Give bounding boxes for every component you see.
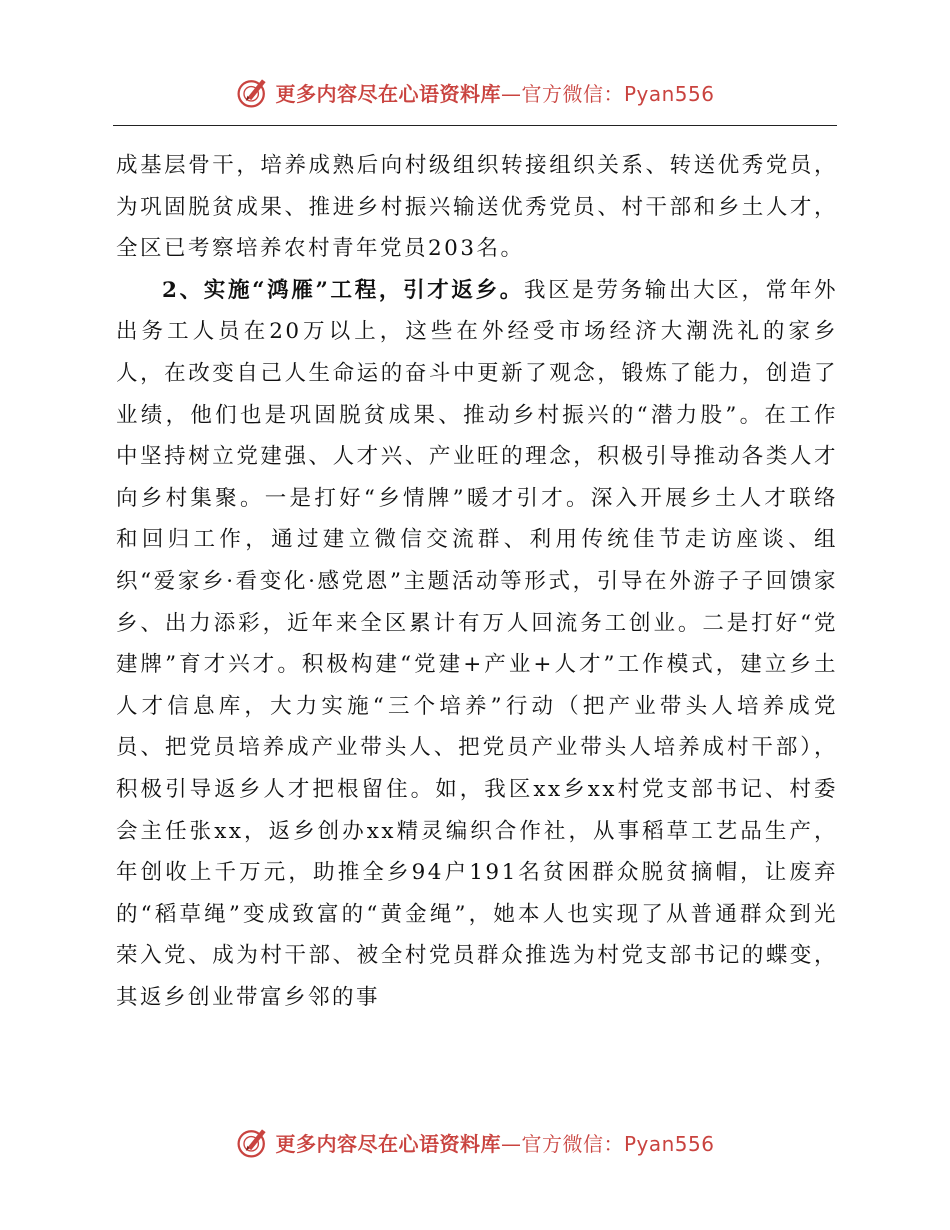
watermark-separator: — xyxy=(500,81,522,106)
watermark-text xyxy=(275,78,714,107)
watermark-title: 更多内容尽在心语资料库 xyxy=(275,81,501,106)
watermark-title: 更多内容尽在心语资料库 xyxy=(275,1131,501,1156)
section-heading: 2、实施“鸿雁”工程，引才返乡。 xyxy=(162,277,524,303)
header-divider xyxy=(113,125,837,126)
watermark-text xyxy=(275,1128,714,1157)
ink-brush-seal-icon xyxy=(235,1124,271,1160)
paragraph-continuation: 成基层骨干，培养成熟后向村级组织转接组织关系、转送优秀党员，为巩固脱贫成果、推进乡村振兴输送优秀党员、村干部和乡土人才，全区已考察培养农村青年党员203名。 xyxy=(116,153,838,262)
watermark-contact: 官方微信：Pyan556 xyxy=(521,81,715,106)
footer-watermark xyxy=(0,1120,950,1164)
document-body xyxy=(116,145,838,1018)
header-watermark xyxy=(0,70,950,114)
watermark-contact: 官方微信：Pyan556 xyxy=(521,1131,715,1156)
ink-brush-seal-icon xyxy=(235,74,271,110)
watermark-separator: — xyxy=(500,1131,522,1156)
section-body: 我区是劳务输出大区，常年外出务工人员在20万以上，这些在外经受市场经济大潮洗礼的家乡人，在改变自己人生命运的奋斗中更新了观念，锻炼了能力，创造了业绩，他们也是巩固脱贫成果、推动乡村振兴的“潜力股”。在工作中坚持树立党建强、人才兴、产业旺的理念，积极引导推动各类人才向乡村集聚。一是打好“乡情牌”暖才引才。深入开展乡土人才联络和回归工作，通过建立微信交流群、利用传统佳节走访座谈、组织“爱家乡·看变化·感党恩”主题活动等形式，引导在外游子子回馈家乡、出力添彩，近年来全区累计有万人回流务工创业。二是打好“党建牌”育才兴才。积极构建“党建+产业+人才”工作模式，建立乡土人才信息库，大力实施“三个培养”行动（把产业带头人培养成党员、把党员培养成产业带头人、把党员产业带头人培养成村干部），积极引导返乡人才把根留住。如，我区xx乡xx村党支部书记、村委会主任张xx，返乡创办xx精灵编织合作社，从事稻草工艺品生产，年创收上千万元，助推全乡94户191名贫困群众脱贫摘帽，让废弃的“稻草绳”变成致富的“黄金绳”，她本人也实现了从普通群众到光荣入党、成为村干部、被全村党员群众推选为村党支部书记的蝶变，其返乡创业带富乡邻的事 xyxy=(116,277,838,1010)
paragraph-section-2 xyxy=(116,270,838,1019)
